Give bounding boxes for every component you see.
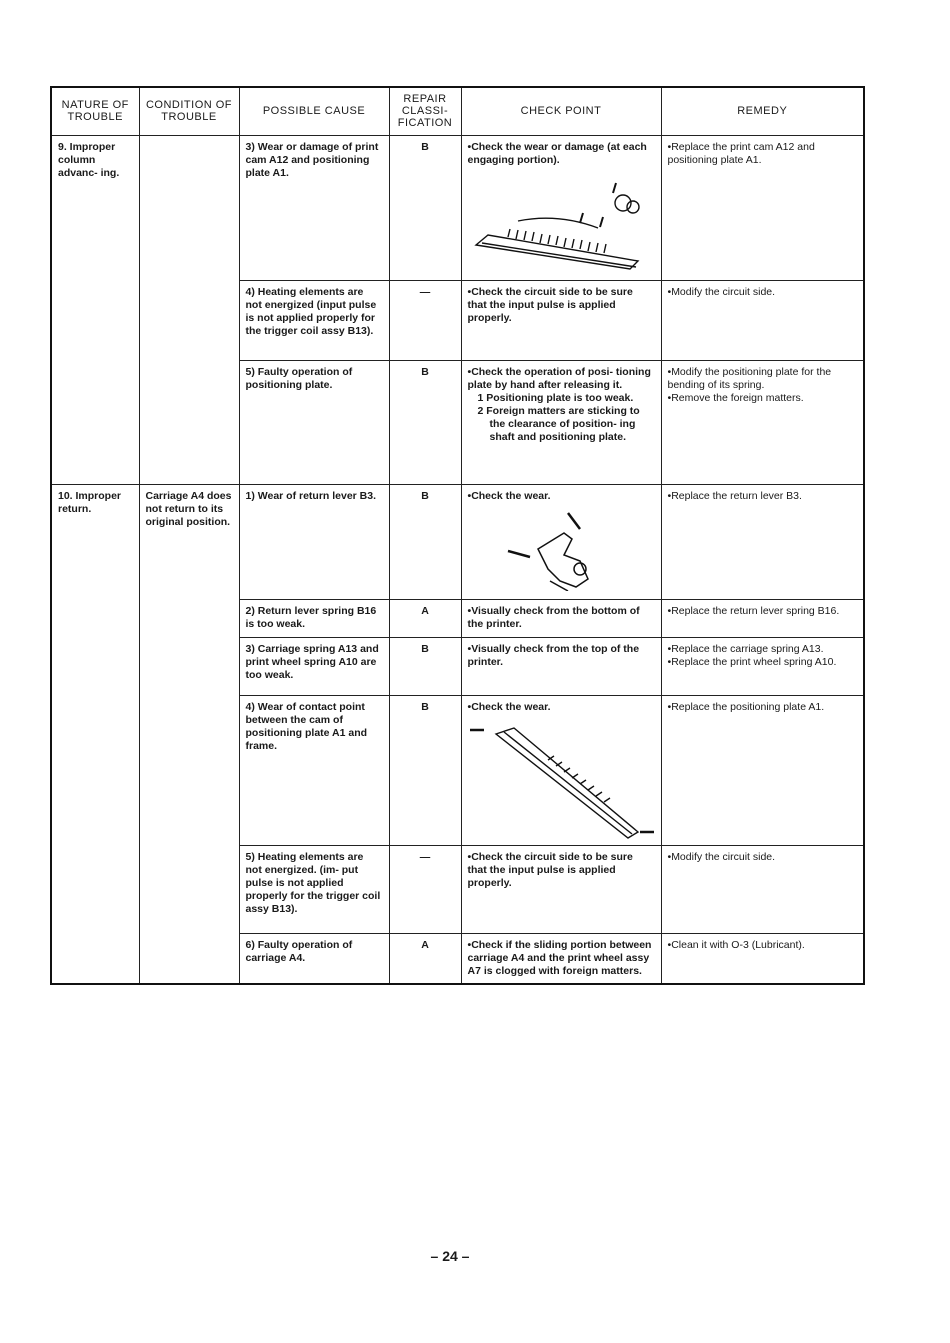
remedy-cell: [661, 135, 864, 280]
check-text: • Check if the sliding portion between carriage A4 and the print wheel assy A7 is clogged with foreign matters.: [468, 939, 655, 978]
cause-cell: 6) Faulty operation of carriage A4.: [239, 933, 389, 984]
page-number: – 24 –: [430, 1248, 470, 1264]
table-row: [51, 135, 864, 280]
col-remedy: REMEDY: [661, 87, 864, 135]
check-text: • Visually check from the bottom of the printer.: [468, 605, 655, 631]
cause-cell: 1) Wear of return lever B3.: [239, 484, 389, 599]
col-nature: NATURE OF TROUBLE: [51, 87, 139, 135]
check-point-cell: [461, 933, 661, 984]
check-point-cell: [461, 360, 661, 484]
header-row: [51, 87, 864, 135]
return-lever-figure: [468, 509, 656, 591]
remedy-item: • Replace the print cam A12 and positioning plate A1.: [668, 141, 858, 167]
check-point-cell: [461, 135, 661, 280]
check-text: • Check the wear.: [468, 490, 655, 503]
repair-class-cell: B: [389, 360, 461, 484]
remedy-item: • Replace the return lever spring B16.: [668, 605, 858, 618]
repair-class-cell: —: [389, 280, 461, 360]
col-condition: CONDITION OF TROUBLE: [139, 87, 239, 135]
remedy-cell: [661, 484, 864, 599]
check-point-cell: [461, 280, 661, 360]
repair-class-cell: B: [389, 484, 461, 599]
remedy-item: • Replace the carriage spring A13.: [668, 643, 858, 656]
remedy-item: • Modify the circuit side.: [668, 286, 858, 299]
cause-cell: 3) Wear or damage of print cam A12 and positioning plate A1.: [239, 135, 389, 280]
cause-cell: 4) Wear of contact point between the cam of positioning plate A1 and frame.: [239, 695, 389, 845]
remedy-cell: [661, 637, 864, 695]
remedy-cell: [661, 280, 864, 360]
remedy-cell: [661, 845, 864, 933]
nature-cell: 10. Improper return.: [51, 484, 139, 984]
cause-cell: 3) Carriage spring A13 and print wheel spring A10 are too weak.: [239, 637, 389, 695]
remedy-item: • Replace the print wheel spring A10.: [668, 656, 858, 669]
remedy-cell: [661, 933, 864, 984]
check-text: • Check the wear or damage (at each engaging portion).: [468, 141, 655, 167]
check-text: • Check the operation of posi- tioning plate by hand after releasing it.: [468, 366, 655, 392]
table-row: [51, 484, 864, 599]
check-point-cell: [461, 637, 661, 695]
remedy-item: • Replace the positioning plate A1.: [668, 701, 858, 714]
check-text: • Check the circuit side to be sure that the input pulse is applied properly.: [468, 286, 655, 325]
nature-cell: 9. Improper column advanc- ing.: [51, 135, 139, 484]
check-point-cell: [461, 484, 661, 599]
check-point-cell: [461, 599, 661, 637]
check-text: • Check the wear.: [468, 701, 655, 714]
remedy-item: • Modify the circuit side.: [668, 851, 858, 864]
repair-class-cell: A: [389, 599, 461, 637]
remedy-item: • Replace the return lever B3.: [668, 490, 858, 503]
remedy-item: • Modify the positioning plate for the bending of its spring.: [668, 366, 858, 392]
repair-class-cell: —: [389, 845, 461, 933]
cam-shaft-figure: [468, 173, 656, 273]
check-text: • Visually check from the top of the printer.: [468, 643, 655, 669]
condition-cell: [139, 135, 239, 484]
check-subitem: 1 Positioning plate is too weak.: [477, 391, 634, 404]
col-repair: REPAIR CLASSI- FICATION: [389, 87, 461, 135]
cause-cell: 2) Return lever spring B16 is too weak.: [239, 599, 389, 637]
cause-cell: 5) Faulty operation of positioning plate.: [239, 360, 389, 484]
cause-cell: 5) Heating elements are not energized. (im- put pulse is not applied properly for the trigger coil assy B13).: [239, 845, 389, 933]
remedy-item: • Clean it with O-3 (Lubricant).: [668, 939, 858, 952]
positioning-shaft-figure: [468, 720, 656, 840]
condition-cell: Carriage A4 does not return to its original position.: [139, 484, 239, 984]
remedy-cell: [661, 695, 864, 845]
col-check: CHECK POINT: [461, 87, 661, 135]
check-point-cell: [461, 695, 661, 845]
repair-class-cell: B: [389, 695, 461, 845]
repair-class-cell: B: [389, 637, 461, 695]
col-cause: POSSIBLE CAUSE: [239, 87, 389, 135]
remedy-item: • Remove the foreign matters.: [668, 392, 858, 405]
cause-cell: 4) Heating elements are not energized (input pulse is not applied properly for the trigger coil assy B13).: [239, 280, 389, 360]
repair-class-cell: B: [389, 135, 461, 280]
remedy-cell: [661, 360, 864, 484]
check-point-cell: [461, 845, 661, 933]
troubleshooting-table: [50, 86, 865, 985]
check-text: • Check the circuit side to be sure that the input pulse is applied properly.: [468, 851, 655, 890]
check-subitem: 2 Foreign matters are sticking to the clearance of position- ing shaft and positioning plate.: [477, 404, 640, 443]
repair-class-cell: A: [389, 933, 461, 984]
remedy-cell: [661, 599, 864, 637]
